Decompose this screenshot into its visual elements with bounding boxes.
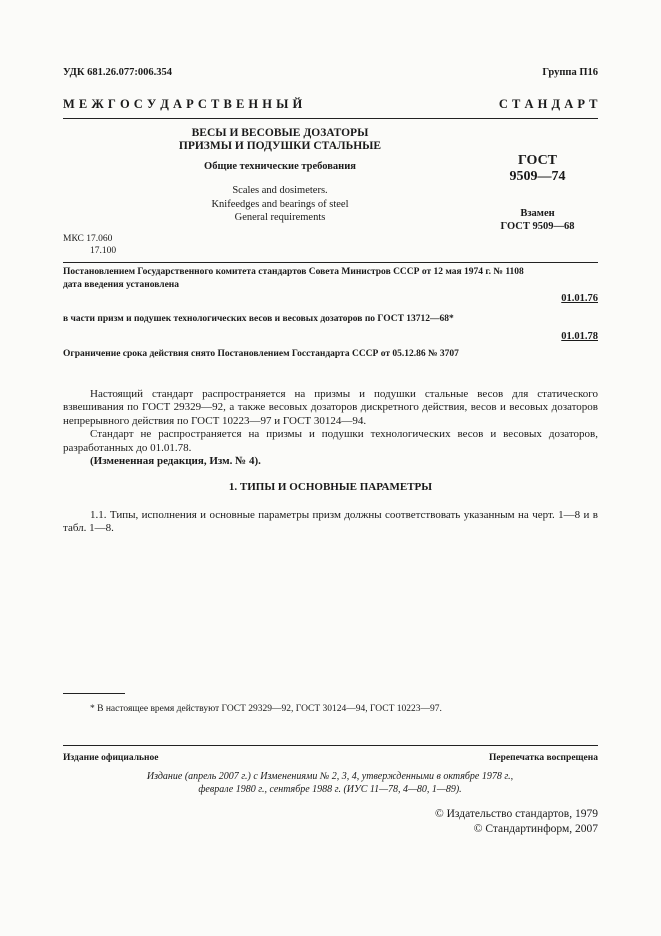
footnote-separator [63, 693, 125, 694]
title-subtitle: Общие технические требования [204, 161, 356, 172]
decree-line-1: Постановлением Государственного комитета стандартов Совета Министров СССР от 12 мая 1974 г. № 1108 [63, 267, 524, 277]
english-title-line-1: Scales and dosimeters. [232, 185, 328, 196]
edition-line-2: феврале 1980 г., сентябре 1988 г. (ИУС 11—78, 4—80, 1—89). [198, 784, 462, 795]
copyright-line-2: © Стандартинформ, 2007 [473, 823, 598, 835]
official-edition: Издание официальное [63, 753, 159, 763]
banner-word-interstate: М Е Ж Г О С У Д А Р С Т В Е Н Н Ы Й [63, 97, 303, 111]
decree-line-2: дата введения установлена [63, 280, 180, 290]
gost-number: 9509—74 [509, 169, 566, 184]
intro-date-2: 01.01.78 [561, 331, 598, 342]
udk-code: УДК 681.26.077:006.354 [63, 67, 172, 78]
english-title [140, 184, 420, 225]
title-line-1: ВЕСЫ И ВЕСОВЫЕ ДОЗАТОРЫ [191, 127, 369, 139]
standard-banner [63, 97, 598, 112]
group-code: Группа П16 [542, 67, 598, 78]
replaces-label: Взамен [520, 208, 555, 219]
mks-code-2: 17.100 [90, 245, 117, 256]
footnote: * В настоящее время действуют ГОСТ 29329—92, ГОСТ 30124—94, ГОСТ 10223—97. [90, 704, 442, 714]
scope-paragraph-1: Настоящий стандарт распространяется на призмы и подушки стальные весов для статического взвешивания по ГОСТ 29329—92, а также весовых дозаторов дискретного действия, весов и весовых дозаторов непрерывного действия по ГОСТ 10223—97 и ГОСТ 30124—94. [63, 388, 598, 427]
scope-paragraph-2: Стандарт не распространяется на призмы и подушки технологических весов и весовых дозаторов, разработанных до 01.01.78. [63, 428, 598, 454]
decree-text [63, 266, 598, 292]
title-line-2: ПРИЗМЫ И ПОДУШКИ СТАЛЬНЫЕ [178, 140, 382, 152]
amendment-note: (Измененная редакция, Изм. № 4). [90, 455, 261, 468]
scope-paragraphs [63, 388, 598, 468]
edition-info [100, 770, 560, 796]
intro-date-1: 01.01.76 [561, 293, 598, 304]
decree-rule-top [63, 262, 598, 263]
gost-label: ГОСТ [517, 153, 558, 168]
title-block [140, 127, 420, 225]
mks-code-1: МКС 17.060 [63, 234, 113, 244]
english-title-line-3: General requirements [234, 212, 326, 223]
section-title: 1. ТИПЫ И ОСНОВНЫЕ ПАРАМЕТРЫ [228, 481, 433, 493]
decree-line-3: в части призм и подушек технологических весов и весовых дозаторов по ГОСТ 13712—68* [63, 314, 454, 324]
gost-block [480, 153, 595, 233]
reprint-notice: Перепечатка воспрещена [488, 753, 598, 763]
copyright-line-1: © Издательство стандартов, 1979 [434, 808, 598, 820]
banner-word-standard: С Т А Н Д А Р Т [498, 97, 598, 111]
clause-1-1 [63, 509, 598, 536]
copyright [435, 807, 598, 837]
replaces-standard: ГОСТ 9509—68 [500, 221, 575, 232]
edition-line-1: Издание (апрель 2007 г.) с Изменениями № 2, 3, 4, утвержденными в октябре 1978 г., [146, 771, 514, 782]
clause-1-1-text: 1.1. Типы, исполнения и основные параметры призм должны соответствовать указанным на черт. 1—8 и в табл. 1—8. [63, 509, 598, 535]
header-rule [63, 118, 598, 119]
footer-rule [63, 745, 598, 746]
decree-limit: Ограничение срока действия снято Постановлением Госстандарта СССР от 05.12.86 № 3707 [63, 349, 459, 359]
mks-codes [63, 234, 116, 257]
english-title-line-2: Knifeedges and bearings of steel [211, 198, 349, 210]
